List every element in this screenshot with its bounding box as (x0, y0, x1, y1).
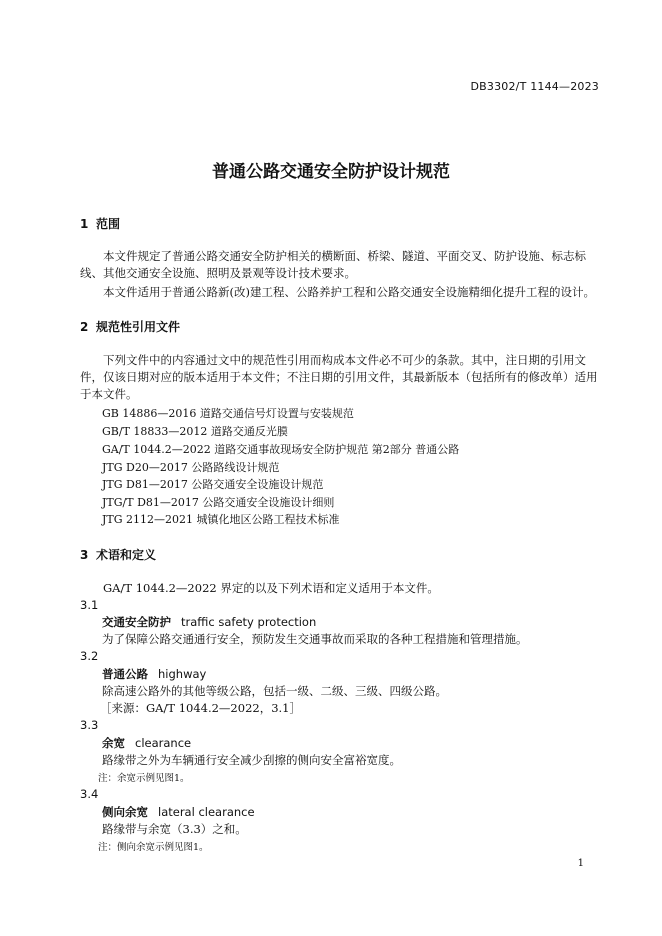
term-heading (102, 614, 316, 630)
term-english: lateral clearance (158, 805, 255, 819)
reference-item: GB 14886—2016 道路交通信号灯设置与安装规范 (102, 407, 354, 420)
reference-item: JTG 2112—2021 城镇化地区公路工程技术标准 (102, 513, 340, 526)
section-number: 3 (80, 548, 89, 562)
section-3-heading (80, 546, 156, 563)
scope-paragraph-2: 本文件适用于普通公路新(改)建工程、公路养护工程和公路交通安全设施精细化提升工程的设计。 (103, 285, 595, 299)
term-heading (102, 804, 255, 820)
term-number: 3.2 (80, 649, 99, 663)
term-chinese: 交通安全防护 (102, 615, 171, 629)
reference-item: JTG D81—2017 公路交通安全设施设计规范 (102, 478, 324, 491)
term-english: highway (158, 667, 207, 681)
terms-intro: GA/T 1044.2—2022 界定的以及下列术语和定义适用于本文件。 (103, 581, 439, 595)
term-definition: 路缘带与余宽（3.3）之和。 (102, 822, 247, 836)
term-definition: 除高速公路外的其他等级公路，包括一级、二级、三级、四级公路。 (102, 684, 447, 698)
section-title: 范围 (96, 217, 121, 231)
reference-item: JTG D20—2017 公路路线设计规范 (102, 461, 280, 474)
section-number: 2 (80, 320, 89, 334)
term-english: traffic safety protection (181, 615, 317, 629)
term-number: 3.4 (80, 787, 99, 801)
term-chinese: 侧向余宽 (102, 805, 148, 819)
term-heading (102, 735, 191, 751)
reference-item: GB/T 18833—2012 道路交通反光膜 (102, 425, 288, 438)
term-definition: 路缘带之外为车辆通行安全减少刮擦的侧向安全富裕宽度。 (102, 753, 401, 767)
page-number: 1 (577, 858, 584, 869)
term-chinese: 普通公路 (102, 667, 148, 681)
term-english: clearance (135, 736, 192, 750)
document-title: 普通公路交通安全防护设计规范 (212, 162, 450, 182)
section-title: 术语和定义 (96, 548, 157, 562)
term-number: 3.3 (80, 718, 99, 732)
reference-item: GA/T 1044.2—2022 道路交通事故现场安全防护规范 第2部分 普通公路 (102, 443, 460, 456)
section-2-heading (80, 318, 180, 335)
scope-paragraph-1: 本文件规定了普通公路交通安全防护相关的横断面、桥梁、隧道、平面交叉、防护设施、标志标线、其他交通安全设施、照明及景观等设计技术要求。 (80, 249, 586, 280)
term-definition: 为了保障公路交通通行安全，预防发生交通事故而采取的各种工程措施和管理措施。 (102, 632, 528, 646)
document-code: DB3302/T 1144—2023 (470, 80, 599, 93)
term-note: 注：侧向余宽示例见图1。 (98, 842, 209, 853)
term-number: 3.1 (80, 598, 99, 612)
references-intro: 下列文件中的内容通过文中的规范性引用而构成本文件必不可少的条款。其中，注日期的引用文件，仅该日期对应的版本适用于本文件；不注日期的引用文件，其最新版本（包括所有的修改单）适用于本文件。 (80, 353, 598, 401)
reference-item: JTG/T D81—2017 公路交通安全设施设计细则 (102, 496, 335, 509)
term-note: 注：余宽示例见图1。 (98, 773, 190, 784)
section-title: 规范性引用文件 (96, 320, 181, 334)
section-1-heading (80, 215, 120, 232)
term-chinese: 余宽 (102, 736, 125, 750)
term-heading (102, 666, 206, 682)
section-number: 1 (80, 217, 89, 231)
term-source: ［来源：GA/T 1044.2—2022，3.1］ (100, 701, 301, 715)
